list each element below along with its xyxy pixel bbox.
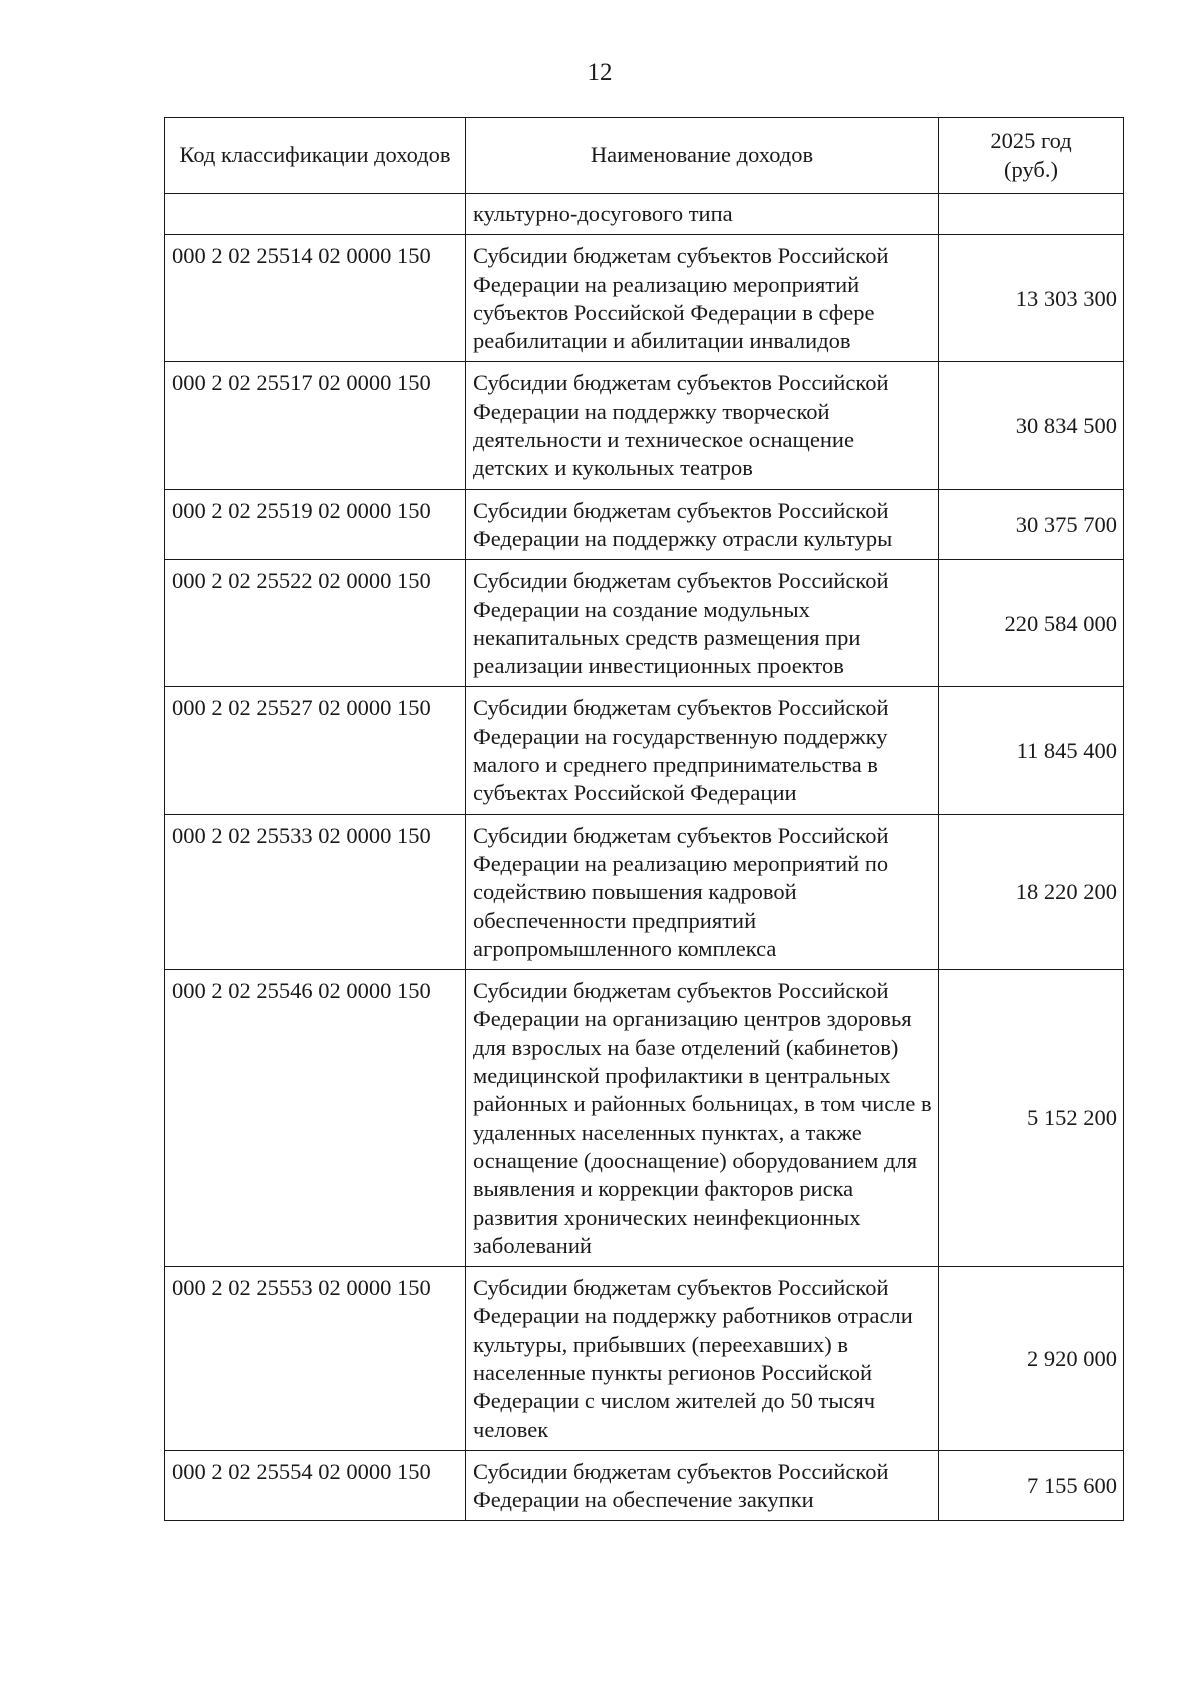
row-name: Субсидии бюджетам субъектов Российской Федерации на поддержку творческой деятельности и техническое оснащение детских и кукольных театров <box>466 362 939 489</box>
row-code <box>165 194 466 235</box>
table-row <box>165 1267 1124 1451</box>
table-row <box>165 1450 1124 1521</box>
row-amount: 13 303 300 <box>939 235 1124 362</box>
row-code: 000 2 02 25517 02 0000 150 <box>165 362 466 489</box>
table-row <box>165 687 1124 814</box>
row-code: 000 2 02 25546 02 0000 150 <box>165 970 466 1267</box>
row-code: 000 2 02 25553 02 0000 150 <box>165 1267 466 1451</box>
table-body <box>165 194 1124 1521</box>
row-code: 000 2 02 25519 02 0000 150 <box>165 489 466 560</box>
row-amount: 5 152 200 <box>939 970 1124 1267</box>
table-row <box>165 560 1124 687</box>
table-header <box>165 118 1124 194</box>
row-code: 000 2 02 25522 02 0000 150 <box>165 560 466 687</box>
table-row <box>165 814 1124 969</box>
row-name: Субсидии бюджетам субъектов Российской Федерации на реализацию мероприятий по содействию повышения кадровой обеспеченности предприятий агропромышленного комплекса <box>466 814 939 969</box>
row-code: 000 2 02 25527 02 0000 150 <box>165 687 466 814</box>
row-amount: 220 584 000 <box>939 560 1124 687</box>
row-code: 000 2 02 25554 02 0000 150 <box>165 1450 466 1521</box>
row-name: Субсидии бюджетам субъектов Российской Федерации на организацию центров здоровья для взрослых на базе отделений (кабинетов) медицинской профилактики в центральных районных и районных больницах, в том числе в удаленных населенных пунктах, а также оснащение (дооснащение) оборудованием для выявления и коррекции факторов риска развития хронических неинфекционных заболеваний <box>466 970 939 1267</box>
row-name: Субсидии бюджетам субъектов Российской Федерации на обеспечение закупки <box>466 1450 939 1521</box>
row-amount: 18 220 200 <box>939 814 1124 969</box>
row-amount: 30 834 500 <box>939 362 1124 489</box>
header-amount: 2025 год (руб.) <box>939 118 1124 194</box>
header-name: Наименование доходов <box>466 118 939 194</box>
header-code: Код классификации доходов <box>165 118 466 194</box>
row-amount: 30 375 700 <box>939 489 1124 560</box>
row-amount: 7 155 600 <box>939 1450 1124 1521</box>
revenue-table <box>164 117 1124 1521</box>
row-amount: 11 845 400 <box>939 687 1124 814</box>
table-row <box>165 489 1124 560</box>
row-name: Субсидии бюджетам субъектов Российской Федерации на создание модульных некапитальных средств размещения при реализации инвестиционных проектов <box>466 560 939 687</box>
header-row <box>165 118 1124 194</box>
row-name: Субсидии бюджетам субъектов Российской Федерации на поддержку работников отрасли культуры, прибывших (переехавших) в населенные пункты регионов Российской Федерации с числом жителей до 50 тысяч человек <box>466 1267 939 1451</box>
table-row <box>165 194 1124 235</box>
table-row <box>165 362 1124 489</box>
table-row <box>165 970 1124 1267</box>
table-row <box>165 235 1124 362</box>
row-name: Субсидии бюджетам субъектов Российской Федерации на поддержку отрасли культуры <box>466 489 939 560</box>
row-code: 000 2 02 25533 02 0000 150 <box>165 814 466 969</box>
page-number: 12 <box>587 59 613 86</box>
row-amount: 2 920 000 <box>939 1267 1124 1451</box>
row-name: Субсидии бюджетам субъектов Российской Федерации на государственную поддержку малого и среднего предпринимательства в субъектах Российской Федерации <box>466 687 939 814</box>
row-name: культурно-досугового типа <box>466 194 939 235</box>
row-code: 000 2 02 25514 02 0000 150 <box>165 235 466 362</box>
row-name: Субсидии бюджетам субъектов Российской Федерации на реализацию мероприятий субъектов Российской Федерации в сфере реабилитации и абилитации инвалидов <box>466 235 939 362</box>
row-amount <box>939 194 1124 235</box>
